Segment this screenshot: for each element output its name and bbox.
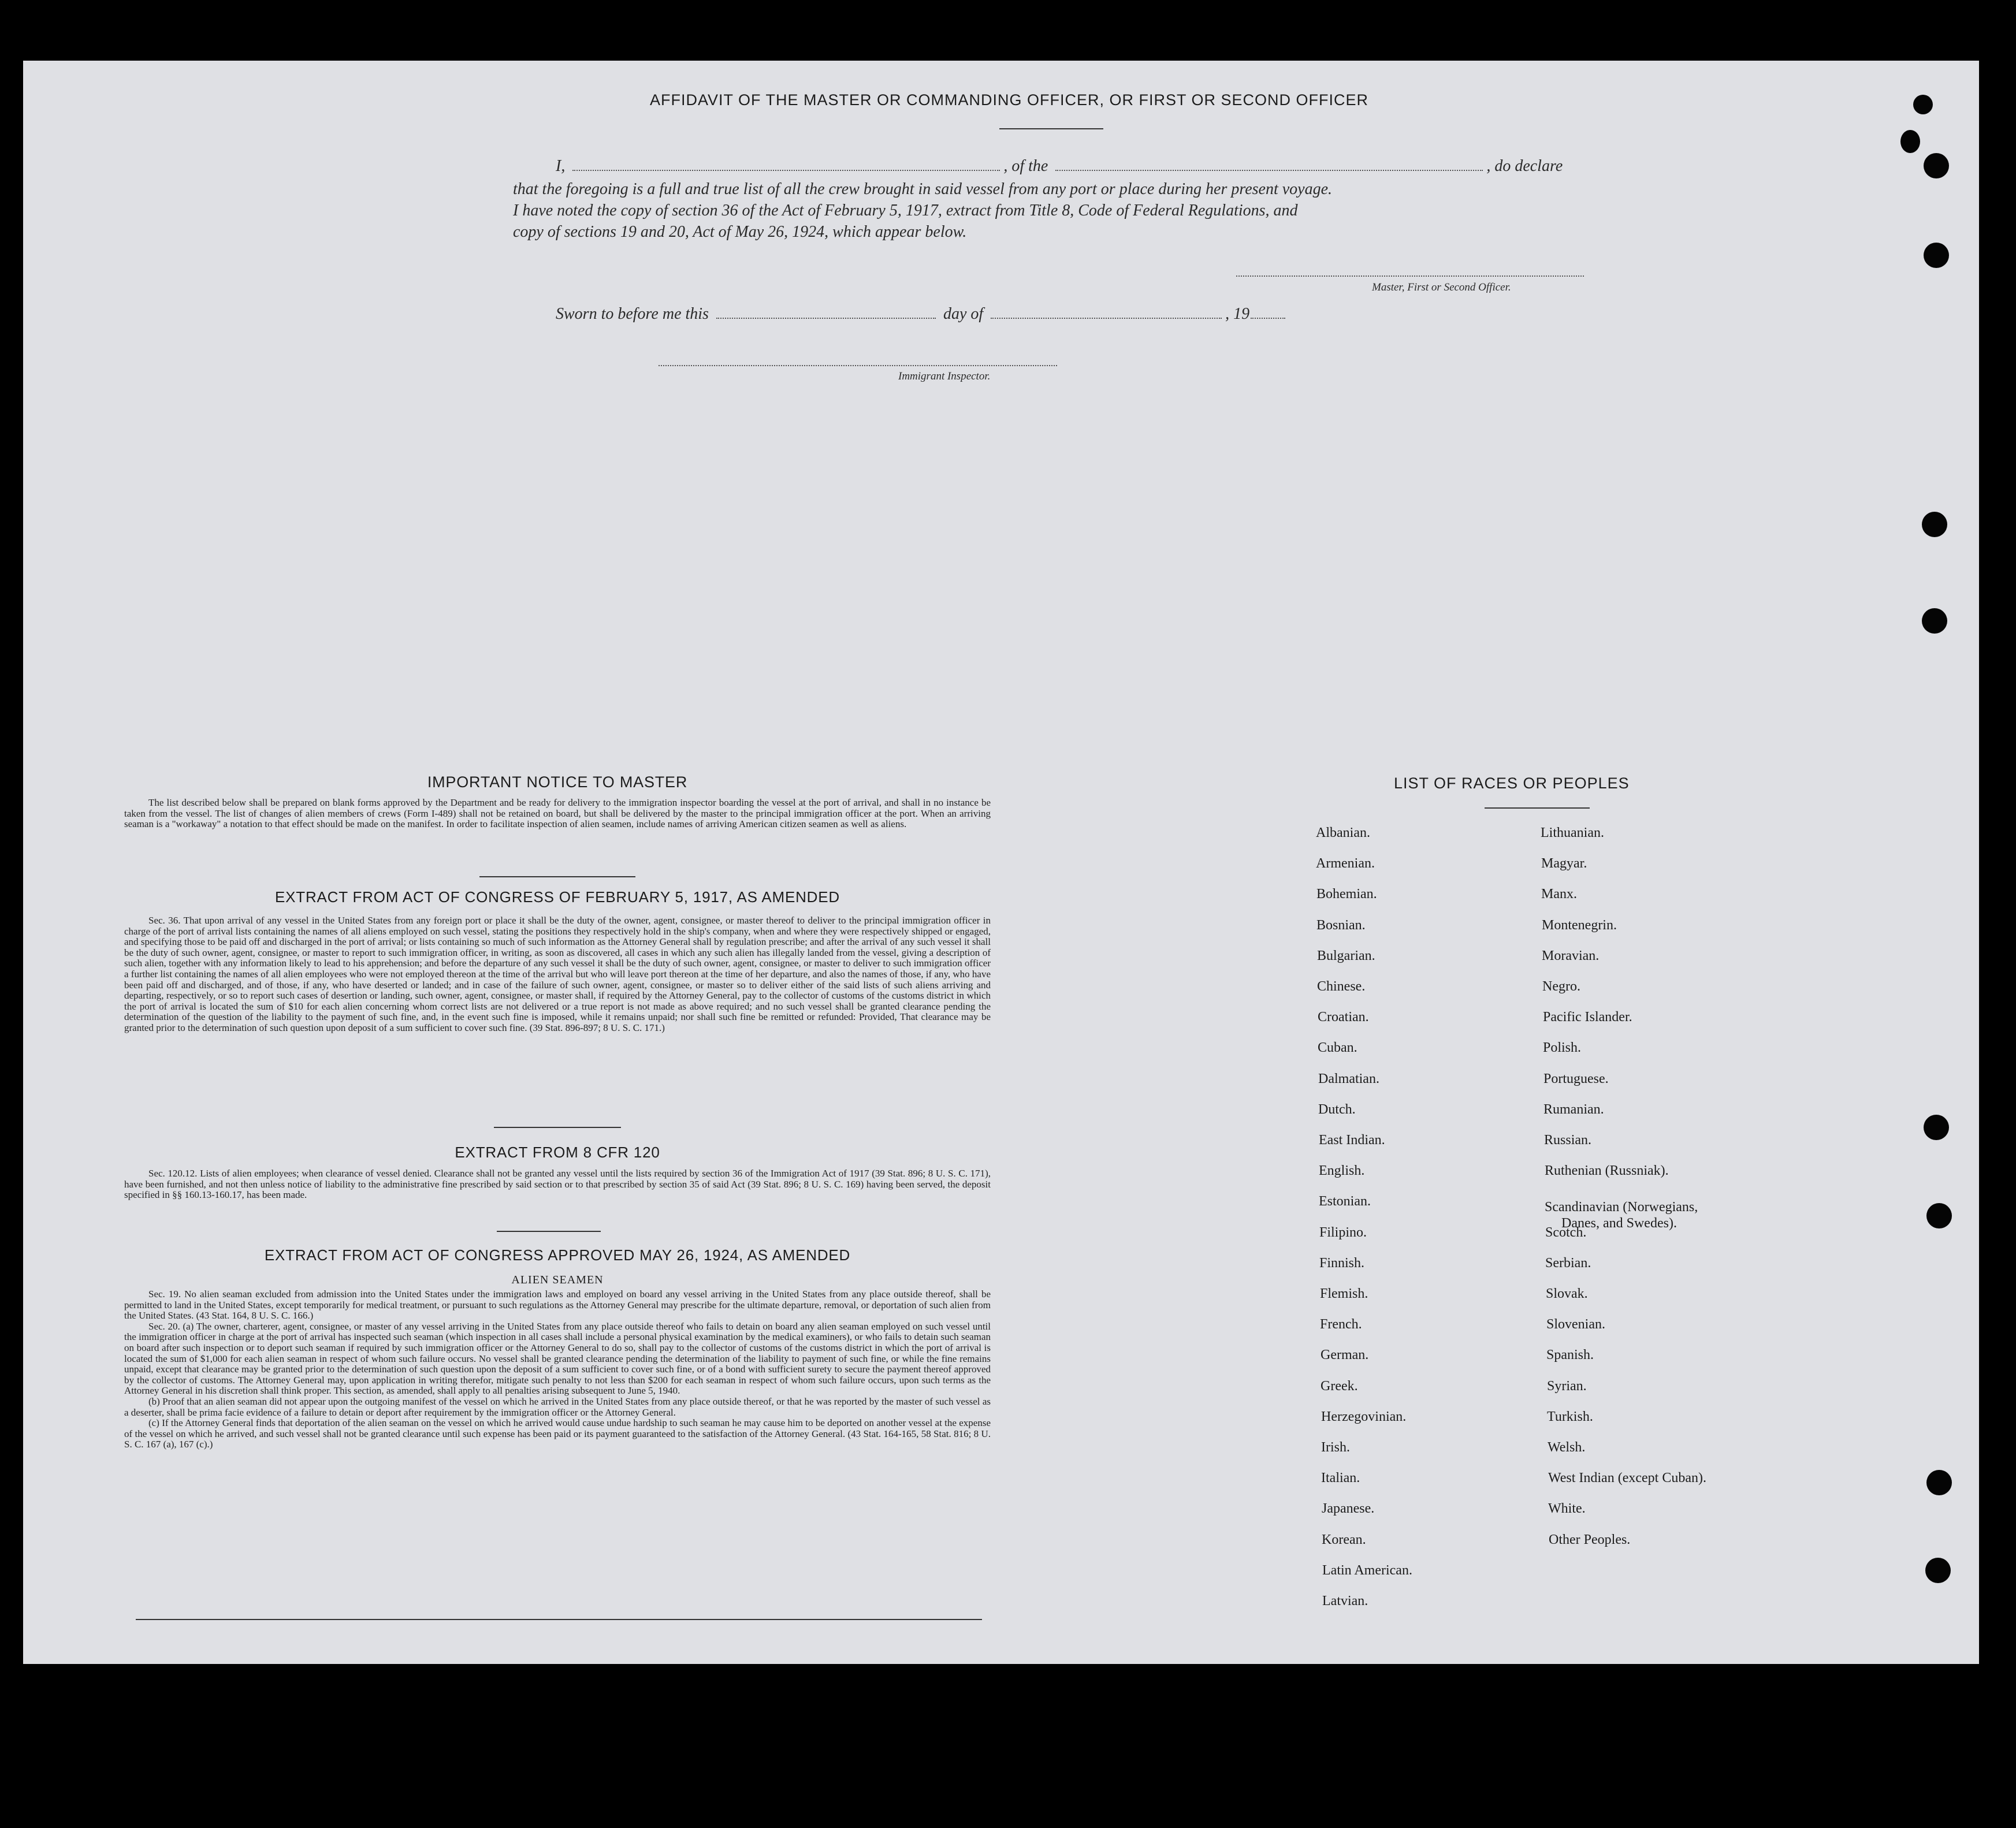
race-item: Turkish. (1547, 1409, 1593, 1424)
vessel-field[interactable] (1055, 170, 1483, 171)
race-item: French. (1320, 1317, 1362, 1332)
race-item: Scandinavian (Norwegians, (1545, 1200, 1698, 1215)
race-item: Negro. (1542, 979, 1580, 994)
race-item: Lithuanian. (1541, 825, 1604, 840)
sworn-line (556, 305, 1289, 323)
notice-paragraph: The list described below shall be prepared on blank forms approved by the Department and be ready for delivery to the immigration inspector boarding the vessel at the port of arrival, and shall in no instance be taken from the vessel. The list of changes of alien members of crews (Form I-489) shall not be retained on board, but shall be delivered by the master to the principal immigration officer at the port. When an arriving seaman is a "workaway" a notation to that effect should be made on the manifest. In order to facilitate inspection of alien seamen, include names of arriving American citizen seamen as well as aliens. (124, 797, 991, 830)
race-item: Polish. (1543, 1040, 1582, 1055)
race-item: Syrian. (1547, 1379, 1587, 1394)
alien-seamen-subtitle: ALIEN SEAMEN (511, 1274, 604, 1286)
race-item: Flemish. (1320, 1286, 1368, 1301)
race-item: Albanian. (1316, 825, 1370, 840)
race-item: Japanese. (1322, 1501, 1375, 1516)
race-item: Spanish. (1546, 1347, 1594, 1362)
punch-hole (1913, 95, 1933, 114)
extract-1924-title: EXTRACT FROM ACT OF CONGRESS APPROVED MAY 26, 1924, AS AMENDED (264, 1246, 851, 1264)
race-item: West Indian (except Cuban). (1548, 1470, 1706, 1486)
extract-cfr-divider (497, 1231, 601, 1232)
race-item: English. (1319, 1163, 1365, 1178)
race-item: Welsh. (1548, 1440, 1586, 1455)
race-item: German. (1321, 1347, 1369, 1362)
form-page (23, 61, 1979, 1664)
line1-i: I, (556, 157, 566, 175)
race-item: Chinese. (1317, 979, 1366, 994)
race-item: Greek. (1321, 1379, 1358, 1394)
race-item: Pacific Islander. (1543, 1010, 1632, 1025)
race-item: Serbian. (1545, 1256, 1591, 1271)
race-item: Herzegovinian. (1321, 1409, 1407, 1424)
race-item: Moravian. (1542, 948, 1600, 963)
race-item: Bosnian. (1316, 918, 1366, 933)
inspector-label: Immigrant Inspector. (898, 370, 991, 382)
notice-title: IMPORTANT NOTICE TO MASTER (427, 773, 688, 791)
sworn-label: Sworn to before me this (556, 305, 709, 323)
extract-1917-text (124, 915, 991, 1034)
race-item: Estonian. (1319, 1194, 1371, 1209)
title-underline (999, 128, 1103, 129)
race-item: Danes, and Swedes). (1561, 1216, 1677, 1231)
extract-cfr-title: EXTRACT FROM 8 CFR 120 (455, 1144, 660, 1161)
race-item: Finnish. (1319, 1256, 1365, 1271)
race-item: Korean. (1322, 1532, 1366, 1547)
race-item: Latin American. (1322, 1563, 1412, 1578)
punch-hole (1922, 512, 1947, 537)
punch-hole (1926, 1470, 1952, 1495)
race-item: East Indian. (1319, 1133, 1385, 1148)
race-item: White. (1548, 1501, 1586, 1516)
race-item: Italian. (1321, 1470, 1360, 1486)
race-item: Russian. (1544, 1133, 1592, 1148)
affidavit-title: AFFIDAVIT OF THE MASTER OR COMMANDING OFFICER, OR FIRST OR SECOND OFFICER (650, 91, 1369, 109)
extract-1917-title: EXTRACT FROM ACT OF CONGRESS OF FEBRUARY 5, 1917, AS AMENDED (275, 888, 840, 906)
race-item: Rumanian. (1543, 1102, 1604, 1117)
race-item: Latvian. (1322, 1594, 1368, 1609)
sworn-year-field[interactable] (1251, 318, 1285, 319)
day-of-label: day of (943, 305, 984, 323)
race-item: Portuguese. (1543, 1071, 1609, 1086)
sworn-day-field[interactable] (716, 318, 936, 319)
signature-label: Master, First or Second Officer. (1372, 281, 1511, 293)
race-item: Dalmatian. (1318, 1071, 1379, 1086)
line1-declare: , do declare (1486, 157, 1563, 175)
section-120-paragraph: Sec. 120.12. Lists of alien employees; when clearance of vessel denied. Clearance shall not be granted any vessel until the lists required by section 36 of the Immigration Act of 1917 (39 Stat. 896; 8 U. S. C. 171), have been furnished, and not then unless notice of liability to the administrative fine prescribed by said section or to that prescribed by section 35 of said Act (39 Stat. 896; 8 U. S. C. 169) having been served, the deposit specified in §§ 160.13-160.17, has been made. (124, 1168, 991, 1201)
affidavit-line-1 (556, 157, 1563, 176)
extract-cfr-text (124, 1168, 991, 1201)
section-36-paragraph: Sec. 36. That upon arrival of any vessel in the United States from any foreign port or place it shall be the duty of the owner, agent, consignee, or master thereof to deliver to the principal immigration officer in charge of the port of arrival lists containing the names of all aliens employed on such vessel, stating the positions they respectively hold in the ship's company, when and where they were respectively shipped or engaged, and specifying those to be paid off and discharged in the port of arrival; or lists containing so much of such information as the Attorney General shall by regulation prescribe; and after the arrival of any such vessel it shall be the duty of such owner, agent, consignee, or master to report to such immigration officer, in writing, as soon as discovered, all cases in which any such alien has illegally landed from the vessel, giving a description of such alien, together with any information likely to lead to his apprehension; and before the departure of any such vessel it shall be the duty of such owner, agent, consignee, or master to deliver to such immigration officer a further list containing the names of all alien employees who were not employed thereon at the time of the arrival but who will leave port thereon at the time of her departure, and also the names of those, if any, who have been paid off and discharged, and of those, if any, who have deserted or landed; and in case of the failure of such owner, agent, consignee, or master so to deliver either of the said lists of such aliens arriving and departing, respectively, or so to report such cases of desertion or landing, such owner, agent, consignee, or master shall, if required by the Attorney General, pay to the collector of customs of the customs district in which the port of arrival is located the sum of $10 for each alien concerning whom correct lists are not delivered or a true report is not made as above required; and no such vessel shall be granted clearance pending the determination of the question of the liability to the payment of such fine, and, in the event such fine is imposed, while it remains unpaid; nor shall such fine be remitted or refunded: Provided, That clearance may be granted prior to the determination of such question upon deposit of a sum sufficient to cover such fine. (39 Stat. 896-897; 8 U. S. C. 171.) (124, 915, 991, 1033)
race-item: Cuban. (1318, 1040, 1357, 1055)
section-20a-paragraph: Sec. 20. (a) The owner, charterer, agent, consignee, or master of any vessel arriving in the United States from any place outside thereof who fails to detain on board any alien seaman employed on such vessel until the immigration officer in charge at the port of arrival has inspected such seaman (which inspection in all cases shall include a personal physical examination by the medical examiners), or who fails to detain such seaman on board after such inspection or to deport such seaman if required by such immigration officer or the Attorney General to do so, shall pay to the collector of customs of the customs district in which the port of arrival is located the sum of $1,000 for each alien seaman in respect of whom such failure occurs. No vessel shall be granted clearance pending the determination of the liability to payment of such fine, or while the fine remains unpaid, except that clearance may be granted prior to the determination of such question upon the deposit of a sum sufficient to cover such fine, or of a bond with sufficient surety to secure the payment thereof approved by the collector of customs. The Attorney General may, upon application in writing therefor, mitigate such penalty to not less than $200 for each seaman in respect of whom such failure occurs, upon such terms as the Attorney General in his discretion shall think proper. This section, as amended, shall apply to all penalties arising subsequent to June 5, 1940. (124, 1320, 991, 1397)
notice-divider (479, 876, 635, 877)
punch-hole (1924, 153, 1949, 178)
bottom-rule (136, 1619, 982, 1620)
race-item: Magyar. (1541, 856, 1587, 871)
extract-1924-text (124, 1289, 991, 1450)
punch-hole (1926, 1203, 1952, 1228)
race-item: Irish. (1321, 1440, 1350, 1455)
race-item: Croatian. (1318, 1010, 1369, 1025)
section-20b-paragraph: (b) Proof that an alien seaman did not appear upon the outgoing manifest of the vessel on which he arrived in the United States from any place outside thereof, or that he was reported by the master of such vessel as a deserter, shall be prima facie evidence of a failure to detain or deport after requirement by the immigration officer or the Attorney General. (124, 1395, 991, 1418)
notice-text (124, 798, 991, 830)
affidavit-line-2: that the foregoing is a full and true list of all the crew brought in said vessel from any port or place during her present voyage. (513, 180, 1333, 198)
punch-hole (1900, 130, 1920, 153)
affidavit-line-4: copy of sections 19 and 20, Act of May 26, 1924, which appear below. (513, 223, 967, 241)
race-item: Bohemian. (1316, 887, 1377, 902)
section-20c-paragraph: (c) If the Attorney General finds that deportation of the alien seaman on the vessel on which he arrived would cause undue hardship to such seaman he may cause him to be deported on another vessel at the expense of the vessel on which he arrived, and such vessel shall not be granted clearance until such expense has been paid or its payment guaranteed to the satisfaction of the Attorney General. (43 Stat. 164-165, 58 Stat. 816; 8 U. S. C. 167 (a), 167 (c).) (124, 1417, 991, 1450)
race-item: Montenegrin. (1542, 918, 1617, 933)
race-item: Scotch. (1545, 1225, 1587, 1240)
race-item: Other Peoples. (1549, 1532, 1631, 1547)
signature-line[interactable] (1236, 275, 1584, 277)
extract-1917-divider (494, 1127, 621, 1128)
affidavit-line-3: I have noted the copy of section 36 of the Act of February 5, 1917, extract from Title 8, Code of Federal Regulations, and (513, 202, 1298, 219)
punch-hole (1924, 1115, 1949, 1140)
race-item: Manx. (1541, 887, 1577, 902)
name-field[interactable] (572, 170, 1000, 171)
section-19-paragraph: Sec. 19. No alien seaman excluded from admission into the United States under the immigration laws and employed on board any vessel arriving in the United States from any place outside thereof, shall be permitted to land in the United States, except temporarily for medical treatment, or pursuant to such regulations as the Attorney General may prescribe for the ultimate departure, removal, or deportation of such alien from the United States. (43 Stat. 164, 8 U. S. C. 166.) (124, 1289, 991, 1321)
sworn-month-field[interactable] (991, 318, 1222, 319)
race-item: Slovak. (1546, 1286, 1588, 1301)
race-item: Ruthenian (Russniak). (1545, 1163, 1669, 1178)
line1-of-the: , of the (1003, 157, 1048, 175)
races-title: LIST OF RACES OR PEOPLES (1394, 775, 1630, 792)
inspector-signature-line[interactable] (659, 365, 1057, 366)
race-item: Bulgarian. (1317, 948, 1375, 963)
punch-hole (1922, 608, 1947, 634)
race-item: Slovenian. (1546, 1317, 1605, 1332)
race-item: Filipino. (1319, 1225, 1367, 1240)
punch-hole (1925, 1558, 1951, 1583)
race-item: Armenian. (1316, 856, 1375, 871)
race-item: Dutch. (1318, 1102, 1356, 1117)
year-label: , 19 (1225, 305, 1250, 323)
races-underline (1485, 807, 1590, 809)
punch-hole (1924, 243, 1949, 268)
